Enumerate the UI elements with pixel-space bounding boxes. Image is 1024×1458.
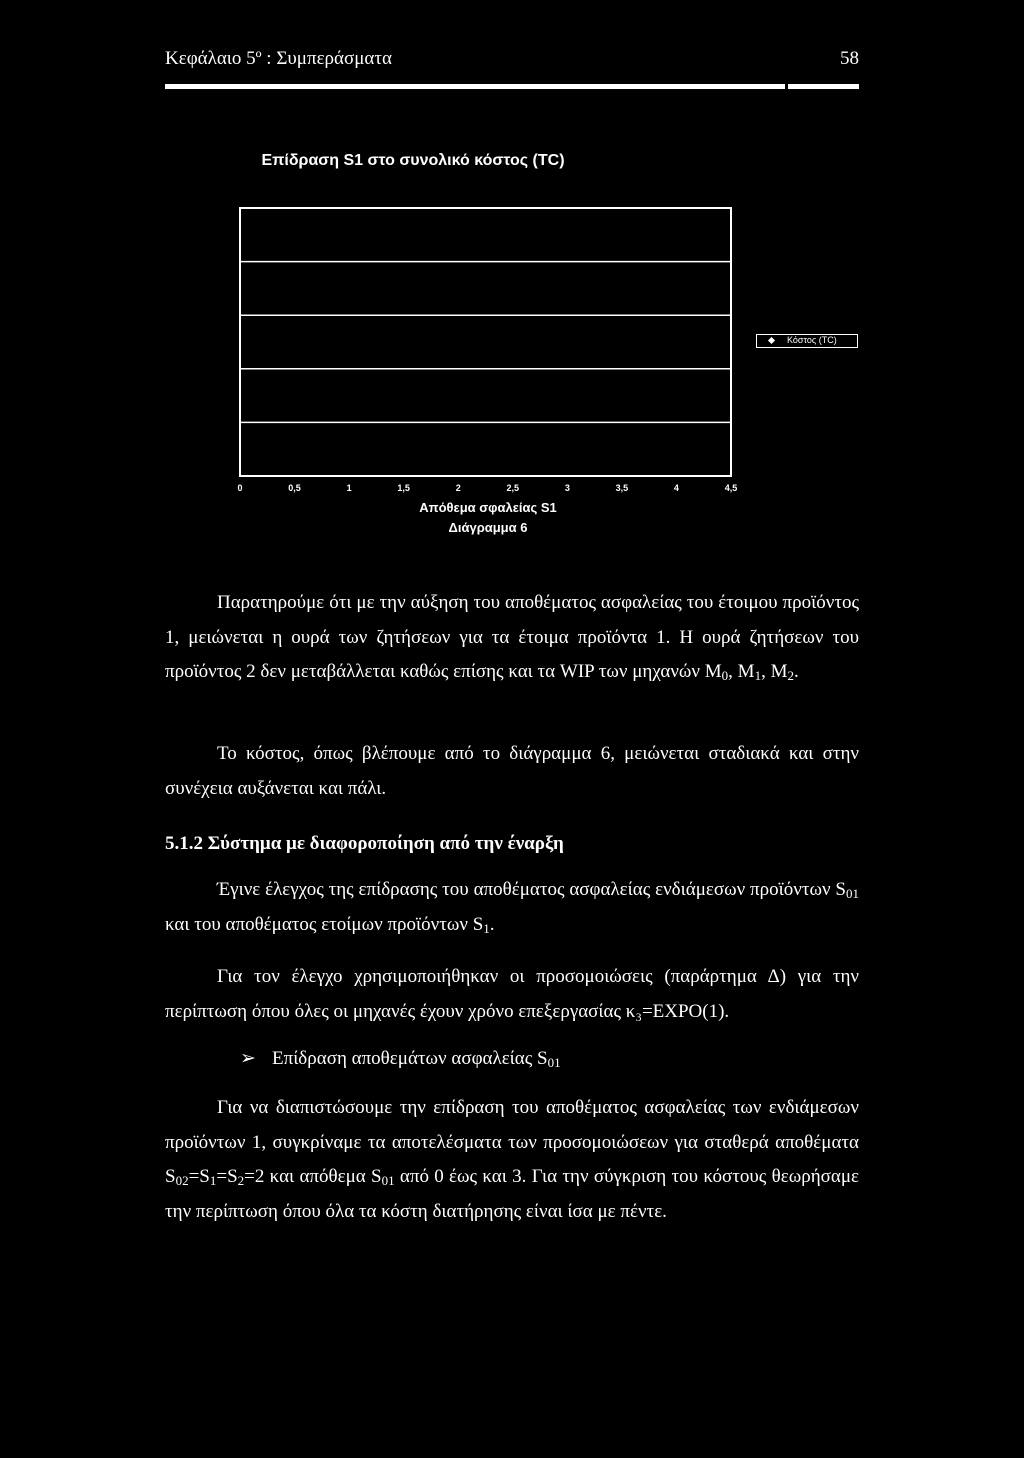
p3-end: . [489,913,495,935]
p5-sub-s2: 2 [237,1173,245,1188]
paragraph-queue-observation [165,586,859,690]
p1-sub-m2: 2 [787,668,794,683]
x-tick-label-3: 1,5 [397,483,410,493]
x-tick-label-6: 3 [564,483,570,493]
paragraph-cost-observation [165,737,859,806]
p3-sub-s1: 1 [483,920,490,936]
p1-sep2: , M [761,661,788,682]
p2-text: Το κόστος, όπως βλέπουμε από το διάγραμμα 6, μειώνεται σταδιακά και στην συνέχεια αυξάνεται και πάλι. [165,743,859,799]
x-tick-label-0: 0 [237,483,243,493]
x-tick-label-9: 4,5 [724,483,738,493]
p5-sub-s02: 02 [175,1173,189,1188]
p1-sub-m1: 1 [754,668,762,683]
p1-text: Παρατηρούμε ότι με την αύξηση του αποθέματος ασφαλείας του έτοιμου προϊόντος 1, μειώνεται η ουρά των ζητήσεων για τα έτοιμα προϊόντα 1. Η ουρά ζητήσεων του προϊόντος 2 δεν μεταβάλλεται καθώς επίσης και τα WIP των μηχανών M [165,592,859,682]
page-number: 58 [840,48,859,69]
x-tick-label-7: 3,5 [615,483,629,493]
x-tick-label-1: 0,5 [288,483,301,493]
bullet-item [240,1042,859,1076]
chart-x-axis-label: Απόθεμα σφαλείας S1 [419,500,557,515]
p1-sub-m0: 0 [721,668,729,683]
arrow-bullet-icon: ➢ [240,1048,256,1069]
p1-sep1: , M [728,661,755,682]
chart-caption: Διάγραμμα 6 [448,520,528,535]
x-tick-label-5: 2,5 [506,483,520,493]
p5-sub-s01: 01 [381,1173,395,1188]
section-heading: 5.1.2 Σύστημα με διαφοροποίηση από την έναρξη [165,833,564,854]
p1-end: . [793,661,799,682]
chart-6 [0,0,1024,560]
paragraph-simulation-note [165,960,859,1029]
p3-sub-s01: 01 [846,886,859,901]
x-tick-label-4: 2 [455,483,461,493]
bullet-sub-s01: 01 [547,1055,561,1070]
chart-title: Επίδραση S1 στο συνολικό κόστος (TC) [261,152,565,169]
chapter-title: Κεφάλαιο 5º : Συμπεράσματα [165,48,392,69]
paragraph-control-description [165,873,859,942]
plot-area-frame [240,208,731,476]
paragraph-comparison-method [165,1091,859,1229]
p5-text-b: =2 και απόθεμα S [244,1166,382,1187]
legend-label: Κόστος (TC) [787,335,837,345]
chart-legend [756,334,858,348]
p5-eq2: =S [216,1166,238,1187]
bullet-text: Επίδραση αποθεμάτων ασφαλείας S [272,1048,548,1069]
p5-sub-s1: 1 [209,1173,217,1188]
p5-eq1: =S [188,1166,210,1187]
x-tick-label-2: 1 [346,483,352,493]
p3-text-a: Έγινε έλεγχος της επίδρασης του αποθέματος ασφαλείας ενδιάμεσων προϊόντων S [217,879,846,900]
p3-text-b: και του αποθέματος ετοίμων προϊόντων S [165,913,484,935]
p5-text-c: από 0 έως και 3. Για την σύγκριση του κόστους θεωρήσαμε την περίπτωση όπου όλα τα κόστη διατήρησης είναι ίσα με πέντε. [165,1166,859,1222]
p4-text: Για τον έλεγχο χρησιμοποιήθηκαν οι προσομοιώσεις (παράρτημα Δ) για την περίπτωση όπου όλες οι μηχανές έχουν χρόνο επεξεργασίας κ₃=EXPO(1). [165,966,859,1022]
legend-marker-diamond-icon [768,337,775,344]
x-tick-label-8: 4 [673,483,679,493]
p5-text-a: Για να διαπιστώσουμε την επίδραση του αποθέματος ασφαλείας των ενδιάμεσων προϊόντων 1, συγκρίναμε τα αποτελέσματα των προσομοιώσεων για σταθερά αποθέματα S [165,1097,859,1187]
